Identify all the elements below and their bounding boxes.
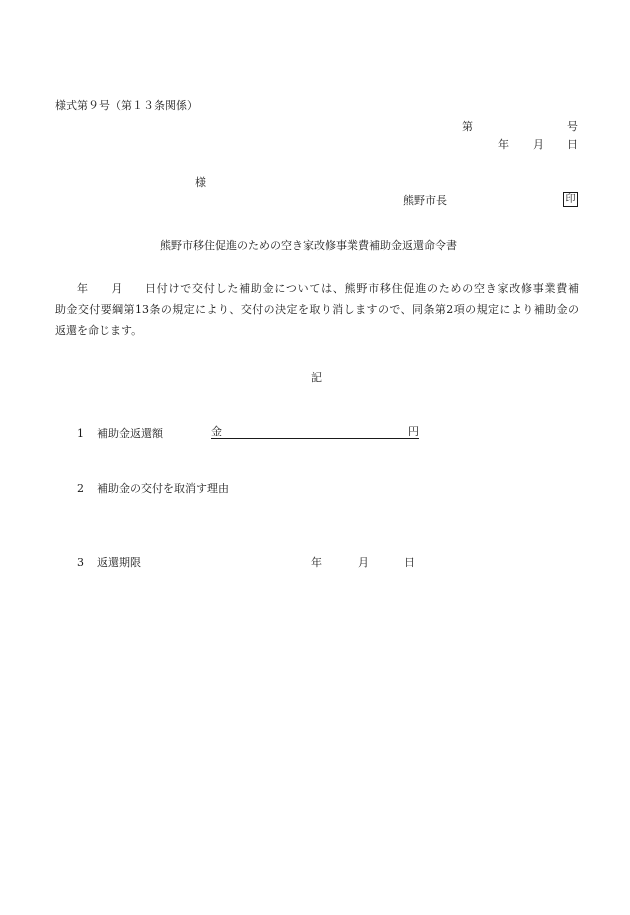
issue-date-day: 日 [567, 138, 578, 151]
body-year: 年 [77, 282, 89, 295]
issue-date-month: 月 [533, 138, 544, 151]
ki-heading: 記 [311, 371, 322, 384]
body-paragraph [55, 278, 579, 341]
addressee-suffix: 様 [195, 176, 206, 189]
form-number-label: 様式第９号（第１３条関係） [55, 99, 198, 112]
item-1-number: 1 [77, 427, 84, 440]
body-line-1 [55, 278, 579, 299]
body-line-1-text: 日付けで交付した補助金については、熊野市移住促進のための空き家改修事業費補 [144, 282, 580, 295]
amount-suffix: 円 [408, 425, 419, 438]
amount-prefix: 金 [211, 425, 222, 438]
item-3-label: 返還期限 [97, 556, 141, 569]
body-line-3: 返還を命じます。 [55, 324, 143, 337]
deadline-day: 日 [404, 556, 415, 569]
item-1-label: 補助金返還額 [97, 427, 163, 440]
issue-date-year: 年 [498, 138, 509, 151]
deadline-month: 月 [358, 556, 369, 569]
deadline-year: 年 [311, 556, 322, 569]
item-2-label: 補助金の交付を取消す理由 [97, 482, 229, 495]
item-3-number: 3 [77, 556, 84, 569]
body-month: 月 [110, 282, 124, 295]
refund-amount-field [211, 426, 419, 439]
seal-mark: 印 [563, 192, 578, 207]
document-title: 熊野市移住促進のための空き家改修事業費補助金返還命令書 [160, 239, 457, 252]
document-number-prefix: 第 [462, 120, 473, 133]
document-number-suffix: 号 [567, 120, 578, 133]
issuer-name: 熊野市長 [403, 194, 447, 207]
item-2-number: 2 [77, 482, 84, 495]
body-line-2: 助金交付要綱第13条の規定により、交付の決定を取り消しますので、同条第2項の規定により補助金の [55, 303, 579, 316]
